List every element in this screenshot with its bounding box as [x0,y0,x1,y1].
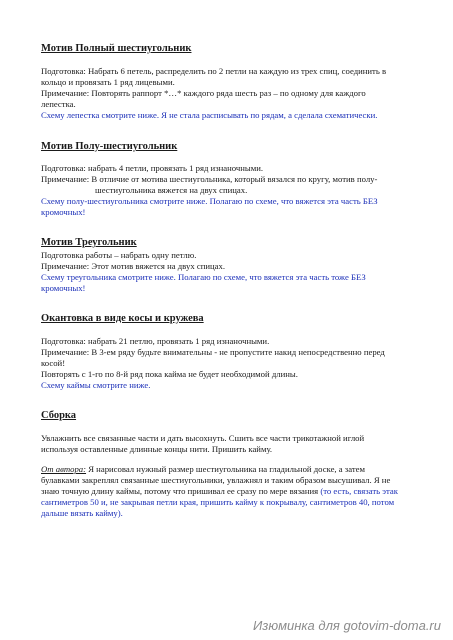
s4-line-4: Повторять с 1-го по 8-й ряд пока кайма не будет необходимой длины. [41,369,298,379]
s1-line-3: Примечание: Повторять раппорт *…* каждого ряда шесть раз – по одному для каждого [41,88,366,98]
s2-note-blue-1: Схему полу-шестиугольника смотрите ниже. Полагаю по схеме, что вяжется эта часть БЕЗ [41,196,378,206]
s5-line-7: дальше вязать кайму). [41,508,123,518]
section-title-triangle: Мотив Треугольник [41,237,137,248]
s5-line-5 [41,486,398,497]
s3-line-2: Примечание: Этот мотив вяжется на двух спицах. [41,261,226,271]
s4-line-3: косой! [41,358,66,368]
s3-note-blue-1: Схему треугольника смотрите ниже. Полагаю по схеме, что вяжется эта часть тоже БЕЗ [41,272,366,282]
s5-line-3 [41,464,365,475]
s2-line-2: Примечание: В отличие от мотива шестиугольника, который вязался по кругу, мотив полу- [41,174,378,184]
s1-line-2: кольцо и провязать 1 ряд лицевыми. [41,77,175,87]
s5-line-3-text: Я нарисовал нужный размер шестиугольника на гладильной доске, а затем [86,464,366,474]
s2-line-1: Подготовка: набрать 4 петли, провязать 1 ряд изнаночными. [41,163,264,173]
s5-line-4: булавками закреплял связанные шестиугольники, увлажнял и таким образом высушивал. Я не [41,475,391,485]
s5-line-5-blue: (то есть, связать этак [318,486,398,496]
s1-note-blue: Схему лепестка смотрите ниже. Я не стала расписывать по рядам, а сделала схематически. [41,110,378,120]
s5-line-6: сантиметров 50 и, не закрывая петли края, пришить кайму к покрывалу, сантиметров 40, потом [41,497,395,507]
section-title-assembly: Сборка [41,410,77,421]
s2-note-blue-2: кромочных! [41,207,86,217]
s1-line-1: Подготовка: Набрать 6 петель, распределить по 2 петли на каждую из трех спиц, соединить в [41,66,387,76]
s3-note-blue-2: кромочных! [41,283,86,293]
section-title-half-hexagon: Мотив Полу-шестиугольник [41,141,178,152]
s4-line-1: Подготовка: набрать 21 петлю, провязать 1 ряд изнаночными. [41,336,270,346]
site-watermark: Изюминка для gotovim-doma.ru [252,618,441,633]
s1-line-4: лепестка. [41,99,76,109]
s5-line-5-text: знаю точную длину каймы, потому что пришивал ее сразу по мере вязания [41,486,319,496]
s4-note-blue: Схему каймы смотрите ниже. [41,380,151,390]
s5-line-2: используя оставленные длинные концы нити. Пришить кайму. [41,444,273,454]
author-label: От автора: [41,464,87,474]
s5-line-1: Увлажнить все связанные части и дать высохнуть. Сшить все части трикотажной иглой [41,433,365,443]
s3-line-1: Подготовка работы – набрать одну петлю. [41,250,197,260]
s2-line-3: шестиугольника вяжется на двух спицах. [95,185,248,195]
section-title-full-hexagon: Мотив Полный шестиугольник [41,43,192,54]
section-title-border: Окантовка в виде косы и кружева [41,313,204,324]
s4-line-2: Примечание: В 3-ем ряду будьте внимательны - не пропустите накид непосредственно перед [41,347,385,357]
